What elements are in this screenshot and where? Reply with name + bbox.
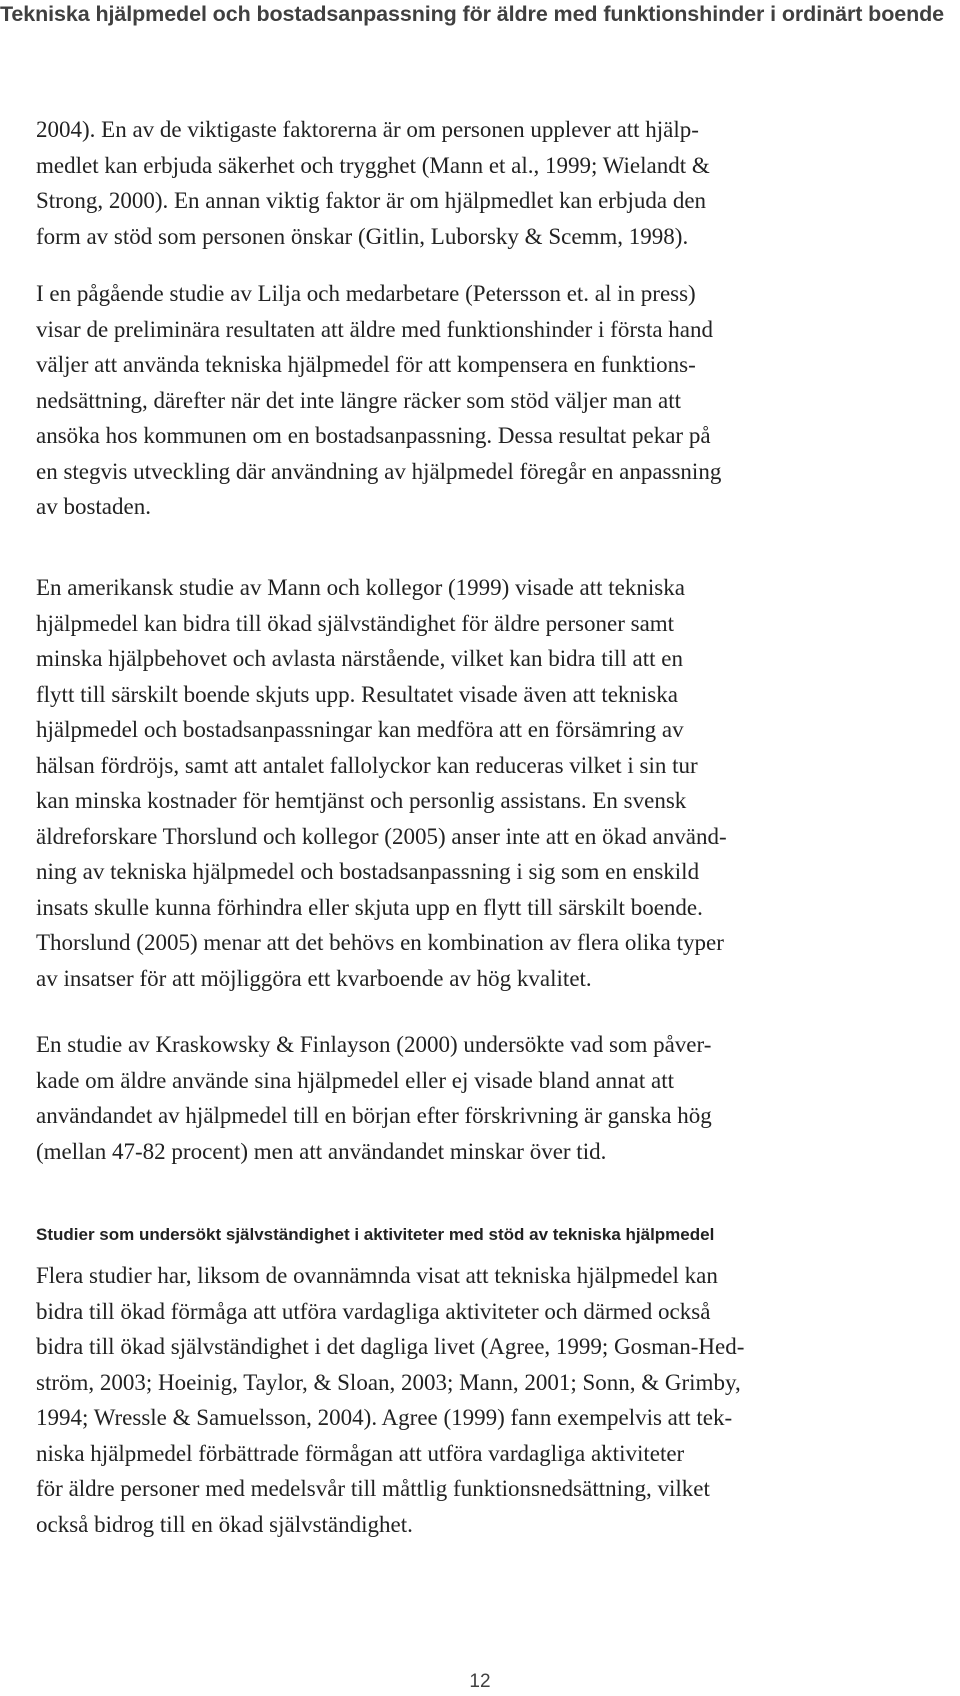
text-line: väljer att använda tekniska hjälpmedel för att kompensera en funktions- [36, 352, 696, 377]
text-line: I en pågående studie av Lilja och medarbetare (Petersson et. al in press) [36, 281, 696, 306]
text-line: för äldre personer med medelsvår till måttlig funktionsnedsättning, vilket [36, 1476, 710, 1501]
paragraph [36, 1258, 936, 1542]
text-line: kan minska kostnader för hemtjänst och personlig assistans. En svensk [36, 788, 687, 813]
text-line: kade om äldre använde sina hjälpmedel eller ej visade bland annat att [36, 1067, 674, 1093]
paragraph [36, 570, 936, 996]
text-line: ning av tekniska hjälpmedel och bostadsanpassning i sig som en enskild [36, 859, 700, 884]
text-line: En studie av Kraskowsky & Finlayson (2000) undersökte vad som påver- [36, 1032, 712, 1057]
text-line: ström, 2003; Hoeinig, Taylor, & Sloan, 2003; Mann, 2001; Sonn, & Grimby, [36, 1369, 741, 1395]
text-line: 1994; Wressle & Samuelsson, 2004). Agree (1999) fann exempelvis att tek- [36, 1405, 733, 1430]
text-line: En amerikansk studie av Mann och kollegor (1999) visade att tekniska [36, 575, 685, 600]
page-number: 12 [469, 1671, 491, 1692]
text-line: flytt till särskilt boende skjuts upp. Resultatet visade även att tekniska [36, 681, 678, 707]
text-line: äldreforskare Thorslund och kollegor (2005) anser inte att en ökad använd- [36, 823, 727, 849]
text-line: nedsättning, därefter när det inte längre räcker som stöd väljer man att [36, 387, 682, 413]
text-line: Strong, 2000). En annan viktig faktor är om hjälpmedlet kan erbjuda den [36, 188, 707, 213]
paragraph [36, 112, 936, 254]
text-line: också bidrog till en ökad självständighet. [36, 1511, 413, 1537]
text-line: bidra till ökad självständighet i det dagliga livet (Agree, 1999; Gosman-Hed- [36, 1334, 745, 1359]
text-line: bidra till ökad förmåga att utföra vardagliga aktiviteter och därmed också [36, 1298, 711, 1324]
text-line: användandet av hjälpmedel till en början efter förskrivning är ganska hög [36, 1103, 712, 1128]
text-line: en stegvis utveckling där användning av hjälpmedel föregår en anpassning [36, 458, 722, 484]
text-line: av bostaden. [36, 494, 151, 519]
text-line: 2004). En av de viktigaste faktorerna är om personen upplever att hjälp- [36, 117, 699, 142]
text-line: hjälpmedel kan bidra till ökad självständighet för äldre personer samt [36, 610, 675, 636]
paragraph [36, 276, 936, 525]
text-line: av insatser för att möjliggöra ett kvarboende av hög kvalitet. [36, 965, 592, 991]
text-line: form av stöd som personen önskar (Gitlin, Luborsky & Scemm, 1998). [36, 223, 689, 249]
paragraph [36, 1027, 936, 1169]
text-line: hjälpmedel och bostadsanpassningar kan medföra att en försämring av [36, 717, 684, 742]
text-line: hälsan fördröjs, samt att antalet fallolyckor kan reduceras vilket i sin tur [36, 752, 698, 778]
text-line: medlet kan erbjuda säkerhet och trygghet (Mann et al., 1999; Wielandt & [36, 152, 710, 178]
text-line: minska hjälpbehovet och avlasta närstående, vilket kan bidra till att en [36, 646, 683, 671]
text-line: (mellan 47-82 procent) men att användandet minskar över tid. [36, 1138, 607, 1164]
text-line: insats skulle kunna förhindra eller skjuta upp en flytt till särskilt boende. [36, 894, 703, 920]
text-line: visar de preliminära resultaten att äldre med funktionshinder i första hand [36, 316, 713, 342]
text-line: ansöka hos kommunen om en bostadsanpassning. Dessa resultat pekar på [36, 423, 711, 448]
running-header: Tekniska hjälpmedel och bostadsanpassning för äldre med funktionshinder i ordinärt boende [0, 2, 945, 26]
text-line: niska hjälpmedel förbättrade förmågan att utföra vardagliga aktiviteter [36, 1440, 685, 1466]
text-line: Thorslund (2005) menar att det behövs en kombination av flera olika typer [36, 930, 724, 955]
text-line: Flera studier har, liksom de ovannämnda visat att tekniska hjälpmedel kan [36, 1263, 718, 1288]
section-heading: Studier som undersökt självständighet i aktiviteter med stöd av tekniska hjälpmedel [36, 1225, 715, 1244]
